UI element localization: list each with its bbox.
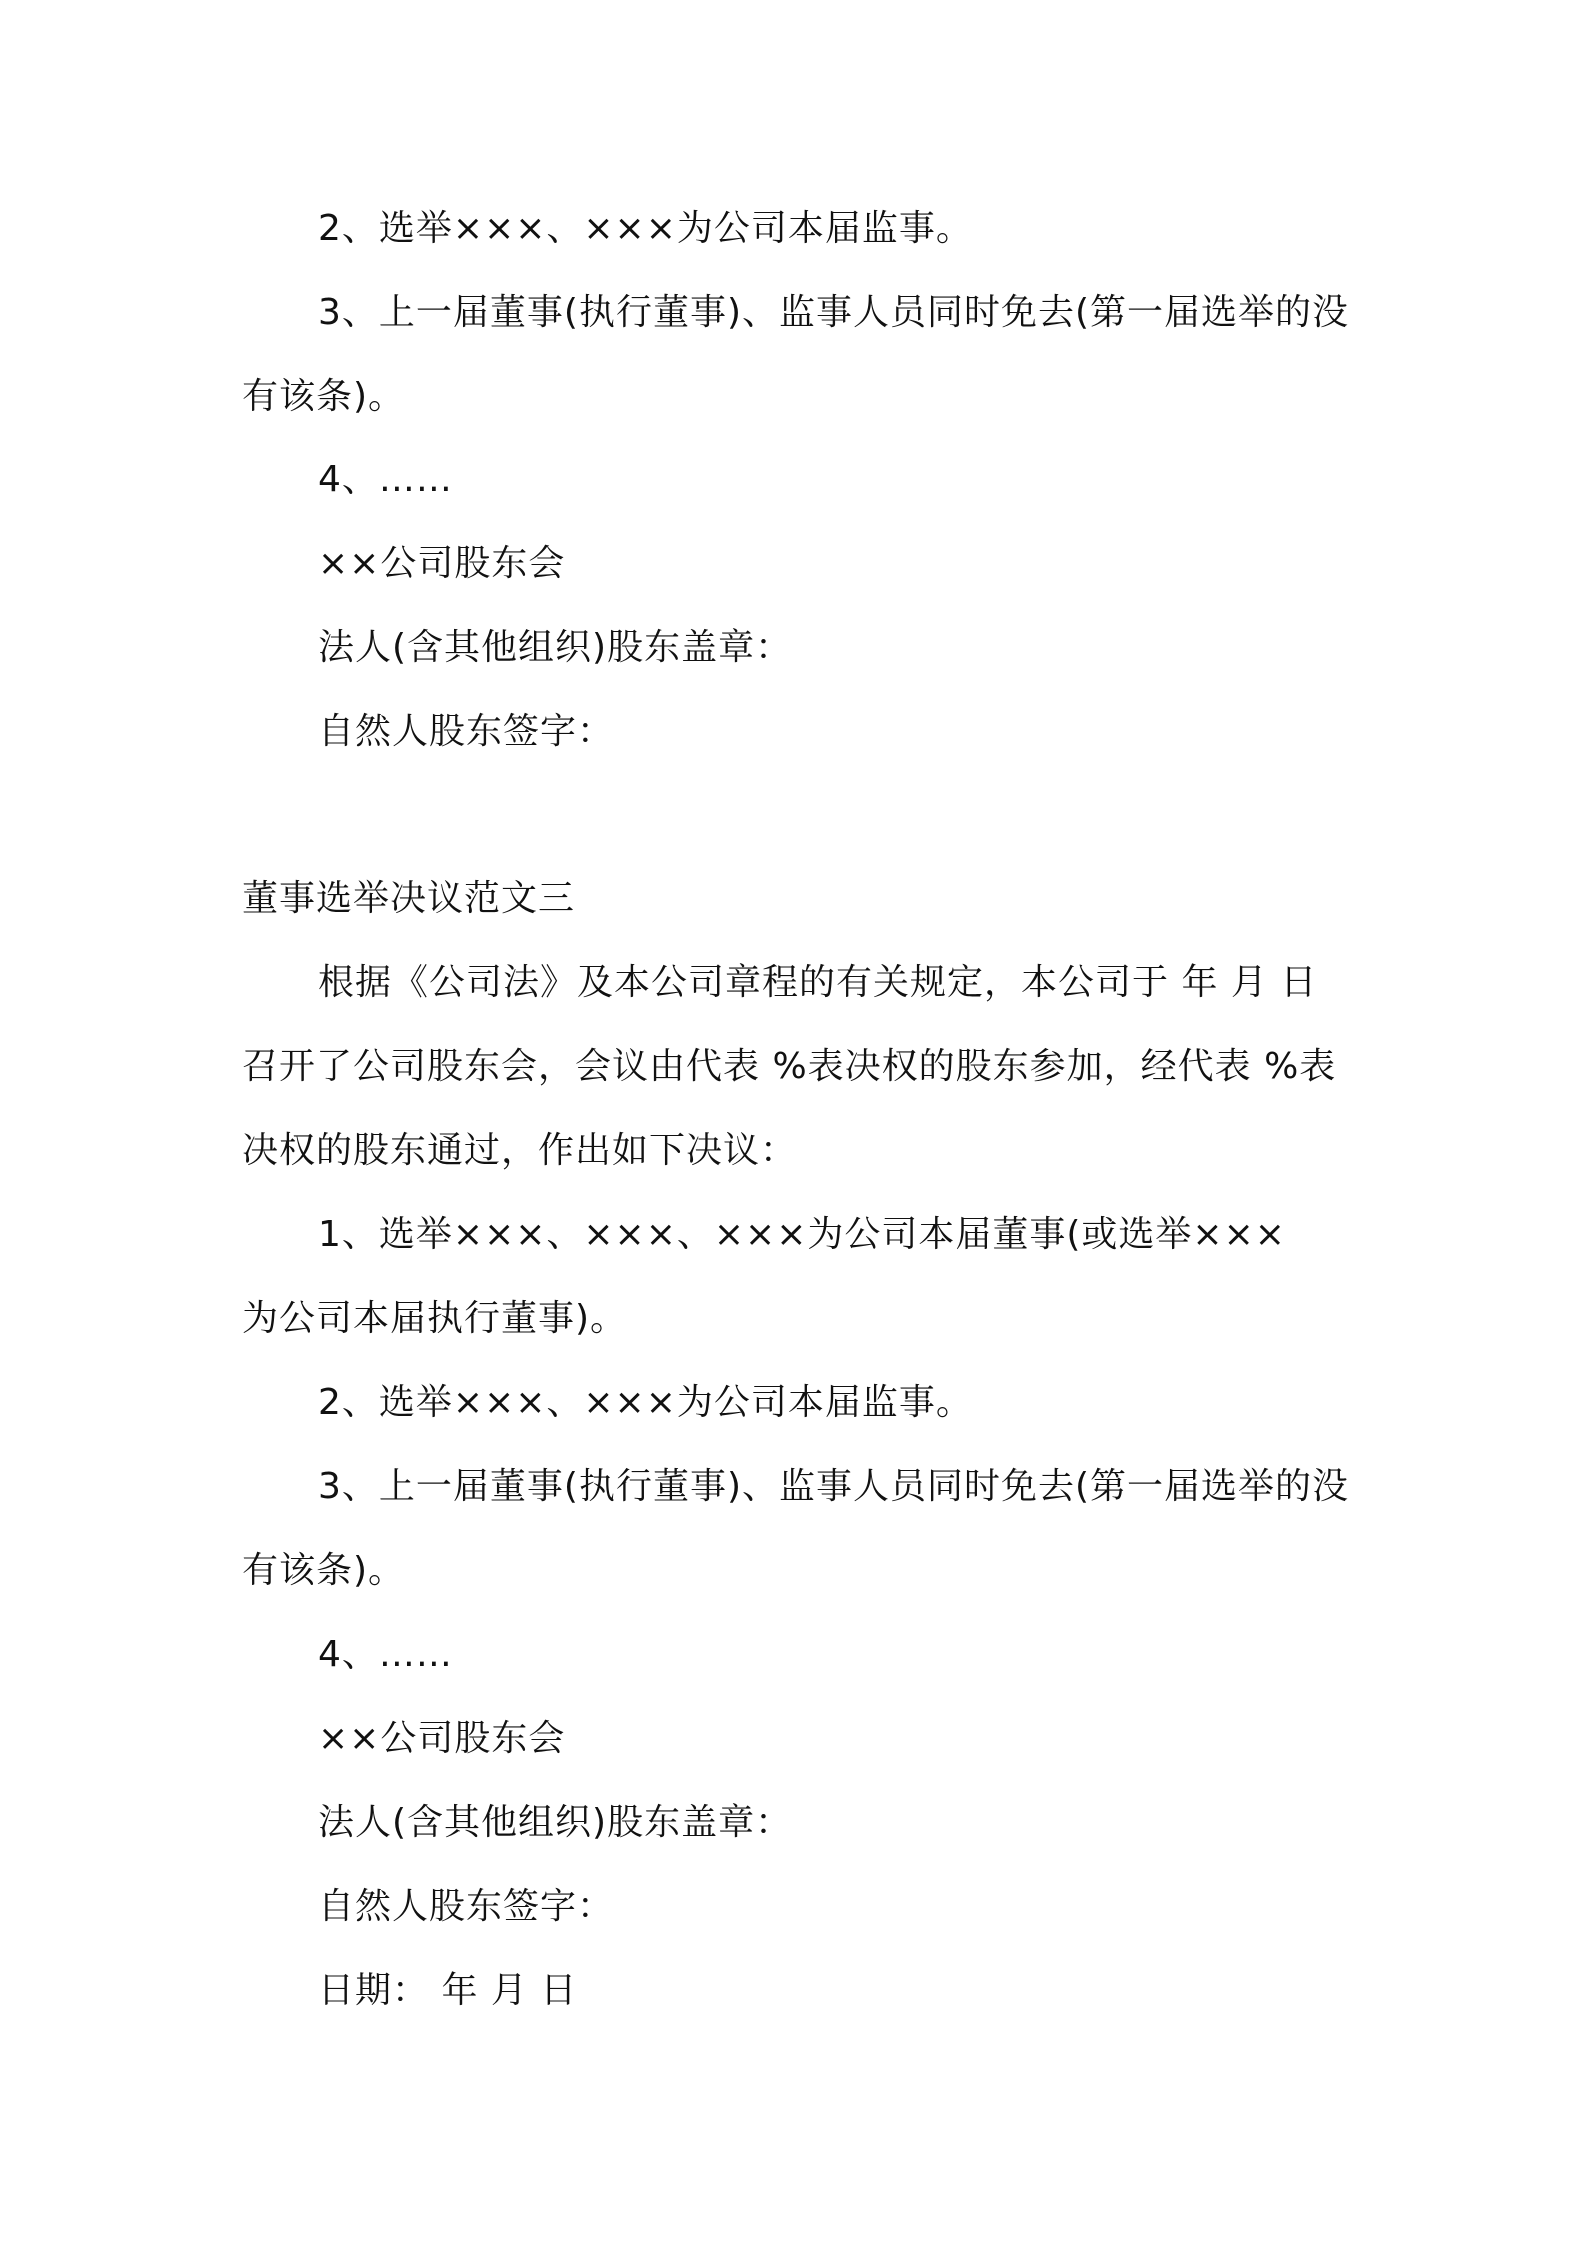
legal-person-seal-line: 法人(含其他组织)股东盖章： bbox=[318, 1802, 793, 1843]
natural-person-signature-line: 自然人股东签字： bbox=[318, 711, 615, 752]
intro-line-3: 决权的股东通过，作出如下决议： bbox=[242, 1130, 798, 1171]
item-4-ellipsis: 4、…… bbox=[318, 459, 453, 500]
item-3-dismiss-previous: 3、上一届董事(执行董事)、监事人员同时免去(第一届选举的没 bbox=[318, 1466, 1350, 1507]
item-2-elect-supervisors: 2、选举×××、×××为公司本届监事。 bbox=[318, 1382, 973, 1423]
date-line: 日期： 年 月 日 bbox=[318, 1970, 578, 2011]
item-1-continuation: 为公司本届执行董事)。 bbox=[242, 1298, 628, 1339]
natural-person-signature-line: 自然人股东签字： bbox=[318, 1886, 615, 1927]
company-shareholders-meeting: ××公司股东会 bbox=[318, 543, 566, 584]
intro-line-1: 根据《公司法》及本公司章程的有关规定，本公司于 年 月 日 bbox=[318, 962, 1318, 1003]
item-1-elect-directors: 1、选举×××、×××、×××为公司本届董事(或选举××× bbox=[318, 1214, 1286, 1255]
section-title: 董事选举决议范文三 bbox=[242, 878, 576, 919]
item-2-elect-supervisors: 2、选举×××、×××为公司本届监事。 bbox=[318, 208, 973, 249]
company-shareholders-meeting: ××公司股东会 bbox=[318, 1718, 566, 1759]
intro-line-2: 召开了公司股东会，会议由代表 %表决权的股东参加，经代表 %表 bbox=[242, 1046, 1337, 1087]
item-3-dismiss-previous: 3、上一届董事(执行董事)、监事人员同时免去(第一届选举的没 bbox=[318, 292, 1350, 333]
item-4-ellipsis: 4、…… bbox=[318, 1634, 453, 1675]
legal-person-seal-line: 法人(含其他组织)股东盖章： bbox=[318, 627, 793, 668]
item-3-continuation: 有该条)。 bbox=[242, 1550, 406, 1591]
item-3-continuation: 有该条)。 bbox=[242, 376, 406, 417]
